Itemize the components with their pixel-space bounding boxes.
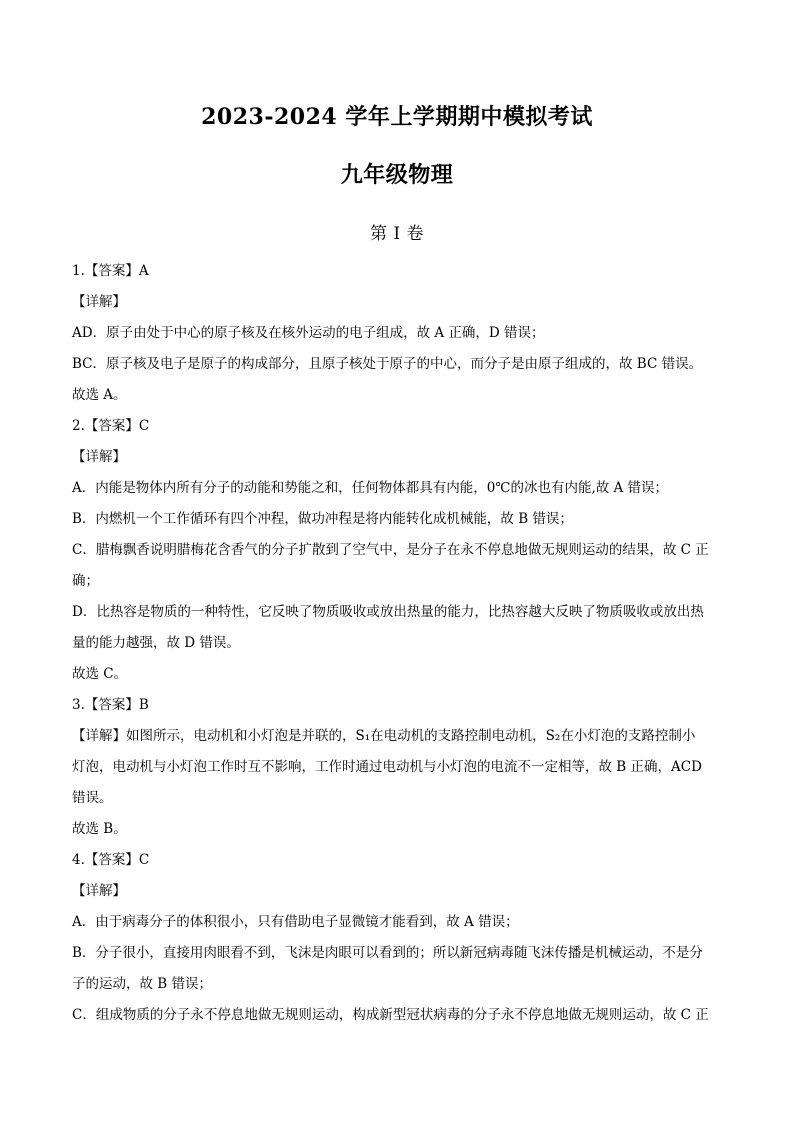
q2-line: 故选 C。 <box>72 666 128 682</box>
q2-line: 确； <box>72 573 99 589</box>
q3-line: 灯泡，电动机与小灯泡工作时互不影响，工作时通过电动机与小灯泡的电流不一定相等，故 B 正确，ACD <box>72 759 702 775</box>
q2-answer: 2.【答案】C <box>72 418 150 434</box>
q3-line: 故选 B。 <box>72 821 127 837</box>
q1-line: AD．原子由处于中心的原子核及在核外运动的电子组成，故 A 正确，D 错误； <box>72 325 545 341</box>
q2-line: B．内燃机一个工作循环有四个冲程，做功冲程是将内能转化成机械能，故 B 错误； <box>72 511 573 527</box>
q4-line: A．由于病毒分子的体积很小，只有借助电子显微镜才能看到，故 A 错误； <box>72 914 519 930</box>
q3-line: 错误。 <box>72 790 113 806</box>
q2-line: D．比热容是物质的一种特性，它反映了物质吸收或放出热量的能力，比热容越大反映了物质吸收或放出热 <box>72 604 704 620</box>
q1-line: BC．原子核及电子是原子的构成部分，且原子核处于原子的中心，而分子是由原子组成的，故 BC 错误。 <box>72 356 703 372</box>
section-heading: 第 I 卷 <box>369 224 425 244</box>
q2-line: C．腊梅飘香说明腊梅花含香气的分子扩散到了空气中，是分子在永不停息地做无规则运动的结果，故 C 正 <box>72 542 709 558</box>
q4-detail-label: 【详解】 <box>72 883 126 899</box>
exam-subject: 九年级物理 <box>340 162 454 188</box>
q1-line: 故选 A。 <box>72 387 127 403</box>
q2-detail-label: 【详解】 <box>72 449 126 465</box>
answer-body <box>72 256 722 1031</box>
q2-line: 量的能力越强，故 D 错误。 <box>72 635 240 651</box>
q1-answer: 1.【答案】A <box>72 263 149 279</box>
q4-line: C．组成物质的分子永不停息地做无规则运动，构成新型冠状病毒的分子永不停息地做无规则运动，故 C 正 <box>72 1007 709 1023</box>
q3-line: 【详解】如图所示，电动机和小灯泡是并联的，S₁在电动机的支路控制电动机，S₂在小灯泡的支路控制小 <box>72 728 696 744</box>
exam-title: 2023-2024 学年上学期期中模拟考试 <box>201 104 593 130</box>
q3-answer: 3.【答案】B <box>72 697 149 713</box>
q4-line: 子的运动，故 B 错误； <box>72 976 213 992</box>
q2-line: A．内能是物体内所有分子的动能和势能之和，任何物体都具有内能，0℃的冰也有内能,故 A 错误； <box>72 480 669 496</box>
q4-answer: 4.【答案】C <box>72 852 150 868</box>
q4-line: B．分子很小，直接用肉眼看不到，飞沫是肉眼可以看到的；所以新冠病毒随飞沫传播是机械运动，不是分 <box>72 945 703 961</box>
q1-detail-label: 【详解】 <box>72 294 126 310</box>
